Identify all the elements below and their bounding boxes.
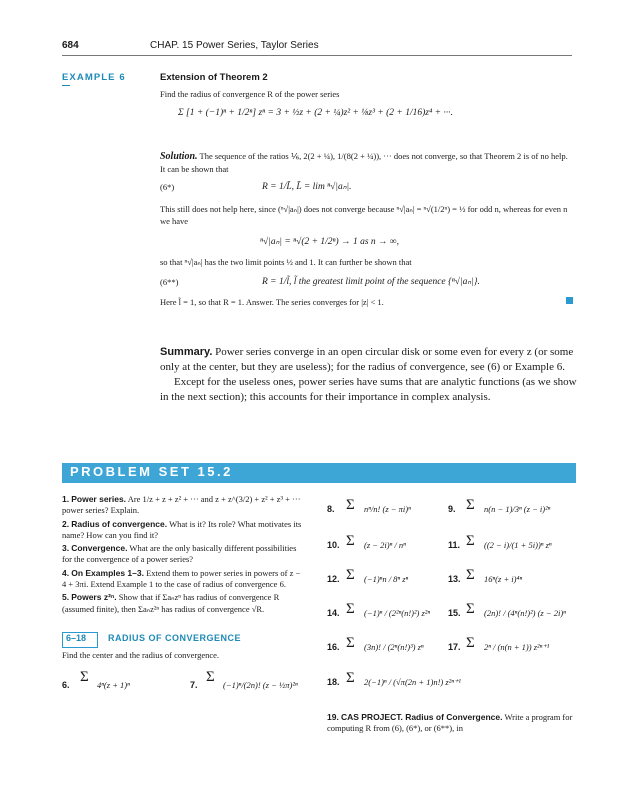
header-rule [62,55,572,56]
problem-15-sigma: Σ [466,601,475,617]
problem-1: 1. Power series. Are 1/z + z + z² + ··· and z + z^(3/2) + z² + z³ + ··· power series? Explain. [62,494,301,516]
problem-19: 19. CAS PROJECT. Radius of Convergence. Write a program for computing R from (6), (6*), or (6**), in [327,712,573,734]
problem-14-expr: (−1)ⁿ / (2²ⁿ(n!)²) z²ⁿ [364,608,431,618]
eq-tag-6star: (6*) [160,182,175,192]
page-number: 684 [62,40,79,51]
summary-text-2: Except for the useless ones, power series have sums that are analytic functions (as we show in the next section); this accounts for their importance in complex analysis. [160,376,577,403]
problem-15-num: 15. [448,608,461,618]
example-marker [62,85,70,86]
chapter-title: CHAP. 15 Power Series, Taylor Series [150,40,319,51]
problem-6-expr: 4ⁿ(z + 1)ⁿ [97,680,130,690]
problem-8-num: 8. [327,504,335,514]
problem-18-num: 18. [327,677,340,687]
problem-17-sigma: Σ [466,635,475,651]
problem-17-num: 17. [448,642,461,652]
problem-12-num: 12. [327,574,340,584]
range-title: RADIUS OF CONVERGENCE [108,633,242,643]
problem-13-num: 13. [448,574,461,584]
problem-16-num: 16. [327,642,340,652]
eq-tag-6starstar: (6**) [160,277,179,287]
summary-block [160,345,578,405]
problem-7-sigma: Σ [206,669,215,685]
example-label: EXAMPLE 6 [62,72,126,83]
equation-6star: R = 1/L̃, L̃ = lim ⁿ√|aₙ|. [262,182,352,192]
problem-set-title: PROBLEM SET 15.2 [70,464,233,479]
example-series: Σ [1 + (−1)ⁿ + 1/2ⁿ] zⁿ = 3 + ½z + (2 + ¼)z² + ⅛z³ + (2 + 1/16)z⁴ + ···. [178,108,453,118]
equation-6starstar: R = 1/l̃, l̃ the greatest limit point of the sequence {ⁿ√|aₙ|}. [262,277,480,287]
problem-3: 3. Convergence. What are the only basically different possibilities for the convergence of a power series? [62,543,297,565]
problem-9-sigma: Σ [466,497,475,513]
problem-9-expr: n(n − 1)/3ⁿ (z − i)²ⁿ [484,504,551,514]
problem-10-num: 10. [327,540,340,550]
problem-9-num: 9. [448,504,456,514]
problem-15-expr: (2n)! / (4ⁿ(n!)²) (z − 2i)ⁿ [484,608,566,618]
range-instruction: Find the center and the radius of convergence. [62,650,220,660]
end-of-example-marker [566,297,573,304]
problem-6-num: 6. [62,680,70,690]
summary-label: Summary. [160,346,213,358]
problem-14-num: 14. [327,608,340,618]
solution-paragraph [160,150,575,175]
paragraph-3: so that ⁿ√|aₙ| has the two limit points ½ and 1. It can further be shown that [160,257,412,267]
problem-14-sigma: Σ [346,601,355,617]
problem-16-expr: (3n)! / (2ⁿ(n!)³) zⁿ [364,642,424,652]
problem-11-expr: ((2 − i)/(1 + 5i))ⁿ zⁿ [484,540,552,550]
problem-7-num: 7. [190,680,198,690]
example-statement: Find the radius of convergence R of the power series [160,89,340,99]
problem-13-sigma: Σ [466,567,475,583]
problem-7-expr: (−1)ⁿ/(2n)! (z − ½π)²ⁿ [223,680,298,690]
problem-10-sigma: Σ [346,533,355,549]
problem-11-num: 11. [448,540,461,550]
solution-text: The sequence of the ratios ⅙, 2(2 + ¼), 1/(8(2 + ¼)), ··· does not converge, so that Theorem 2 is of no help. It can be shown that [160,151,568,174]
range-label: 6–18 [66,633,87,643]
problem-4: 4. On Examples 1–3. Extend them to power series in powers of z − 4 + 3πi. Extend Example 1 to the case of radius of convergence 6. [62,567,301,590]
problem-12-expr: (−1)ⁿn / 8ⁿ zⁿ [364,574,409,584]
problem-5: 5. Powers z²ⁿ. Show that if Σaₙzⁿ has radius of convergence R (assumed finite), then Σaₙz²ⁿ has radius of convergence √R. [62,592,280,614]
summary-text-1: Power series converge in an open circular disk or some even for every z (or some only at the center, but they are useless); for the radius of convergence, see (6) or Example 6. [160,346,574,373]
problem-8-sigma: Σ [346,497,355,513]
example-title: Extension of Theorem 2 [160,72,268,83]
problem-list-left [62,494,302,615]
problem-12-sigma: Σ [346,567,355,583]
paragraph-4: Here l̃ = 1, so that R = 1. Answer. The series converges for |z| < 1. [160,297,384,307]
problem-2: 2. Radius of convergence. What is it? Its role? What motivates its name? How can you find it? [62,518,302,540]
solution-label: Solution. [160,151,198,162]
problem-17-expr: 2ⁿ / (n(n + 1)) z²ⁿ⁺¹ [484,642,550,652]
problem-16-sigma: Σ [346,635,355,651]
problem-11-sigma: Σ [466,533,475,549]
problem-13-expr: 16ⁿ(z + i)⁴ⁿ [484,574,523,584]
equation-limit: ⁿ√|aₙ| = ⁿ√(2 + 1/2ⁿ) → 1 as n → ∞, [260,237,400,247]
paragraph-2: This still does not help here, since (ⁿ√|aₙ|) does not converge because ⁿ√|aₙ| = ⁿ√(1/2ⁿ) = ½ for odd n, whereas for even n we have [160,204,568,226]
problem-18-expr: 2(−1)ⁿ / (√π(2n + 1)n!) z²ⁿ⁺¹ [364,677,461,687]
problem-10-expr: (z − 2i)ⁿ / nⁿ [364,540,406,550]
problem-18-sigma: Σ [346,670,355,686]
problem-6-sigma: Σ [80,669,89,685]
problem-8-expr: nⁿ/n! (z − πi)ⁿ [364,504,411,514]
